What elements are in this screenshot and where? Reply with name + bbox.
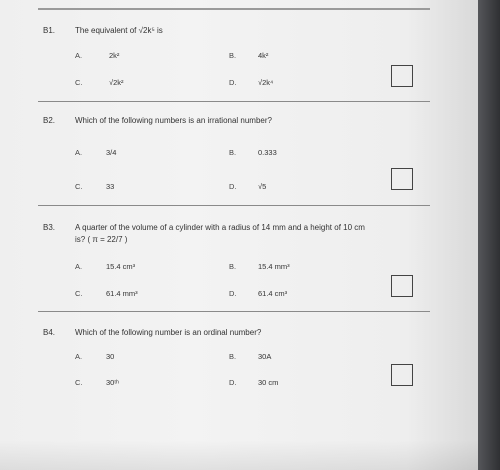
option-letter-c: C. <box>75 289 83 298</box>
question-text: The equivalent of √2k⁵ is <box>75 26 163 35</box>
option-value-d: √2k⁴ <box>258 78 274 87</box>
option-letter-b: B. <box>229 51 237 60</box>
option-value-b: 30A <box>258 352 272 361</box>
question-text: Which of the following number is an ordinal number? <box>75 328 262 337</box>
option-value-c: √2k² <box>109 78 124 87</box>
option-letter-d: D. <box>229 289 237 298</box>
background-edge <box>478 0 500 470</box>
option-letter-d: D. <box>229 78 237 87</box>
option-letter-c: C. <box>75 182 83 191</box>
option-value-c: 33 <box>106 182 115 191</box>
option-letter-b: B. <box>229 262 237 271</box>
answer-box[interactable] <box>391 168 413 190</box>
option-value-b: 4k² <box>258 51 269 60</box>
option-value-a: 30 <box>106 352 115 361</box>
option-value-c: 61.4 mm³ <box>106 289 138 298</box>
question-number: B3. <box>43 223 56 232</box>
option-letter-a: A. <box>75 352 83 361</box>
option-letter-b: B. <box>229 148 237 157</box>
option-letter-a: A. <box>75 148 83 157</box>
question-divider <box>38 205 430 206</box>
question-number: B2. <box>43 116 56 125</box>
question-text-line2: is? ( π = 22/7 ) <box>75 235 128 244</box>
option-letter-d: D. <box>229 378 237 387</box>
question-number: B4. <box>43 328 56 337</box>
option-letter-d: D. <box>229 182 237 191</box>
answer-box[interactable] <box>391 275 413 297</box>
option-value-b: 0.333 <box>258 148 277 157</box>
option-value-b: 15.4 mm³ <box>258 262 290 271</box>
option-letter-b: B. <box>229 352 237 361</box>
option-letter-c: C. <box>75 378 83 387</box>
top-divider <box>38 8 430 10</box>
question-divider <box>38 311 430 312</box>
option-letter-c: C. <box>75 78 83 87</box>
question-number: B1. <box>43 26 56 35</box>
page-shadow <box>0 440 478 470</box>
option-value-d: √5 <box>258 182 267 191</box>
question-text-line1: A quarter of the volume of a cylinder with a radius of 14 mm and a height of 10 cm <box>75 223 365 232</box>
option-value-a: 15.4 cm³ <box>106 262 136 271</box>
question-text: Which of the following numbers is an irrational number? <box>75 116 272 125</box>
answer-box[interactable] <box>391 364 413 386</box>
option-letter-a: A. <box>75 51 83 60</box>
option-value-d: 61.4 cm³ <box>258 289 288 298</box>
answer-box[interactable] <box>391 65 413 87</box>
option-value-a: 2k² <box>109 51 120 60</box>
question-divider <box>38 101 430 102</box>
option-value-c: 30ᵗʰ <box>106 378 119 387</box>
option-value-a: 3/4 <box>106 148 117 157</box>
option-value-d: 30 cm <box>258 378 279 387</box>
option-letter-a: A. <box>75 262 83 271</box>
